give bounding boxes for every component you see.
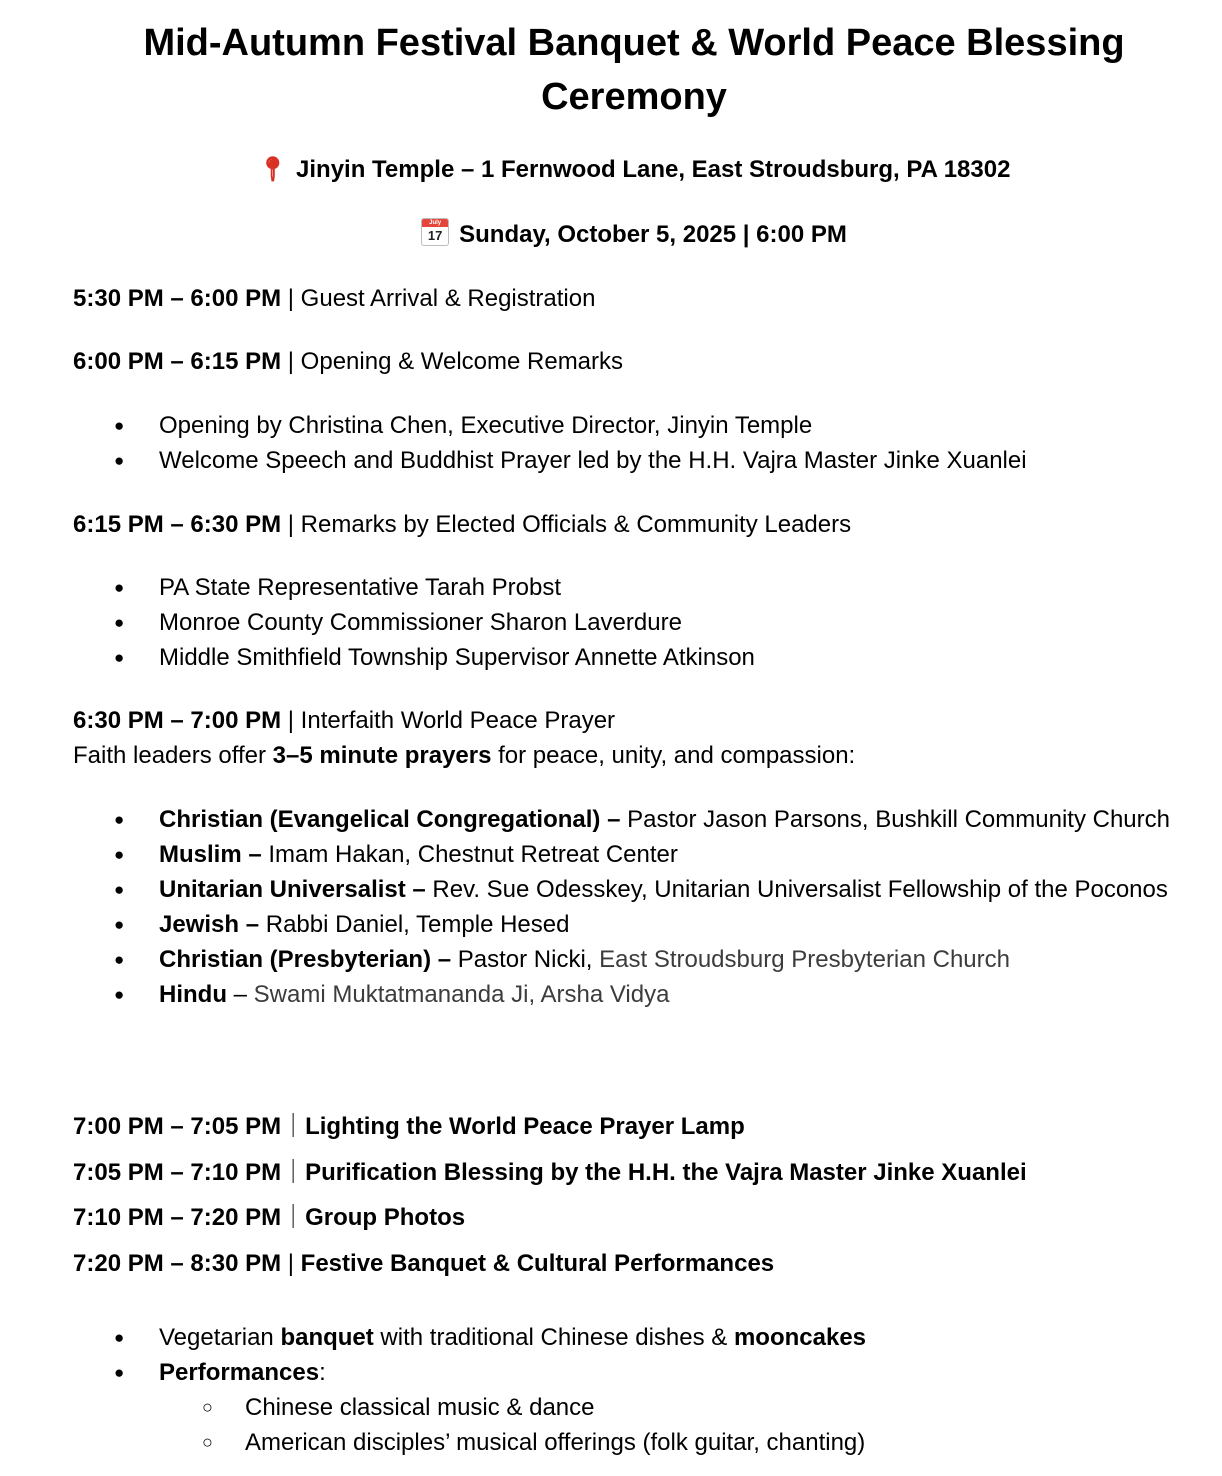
performances-sublist [159,1390,1193,1460]
location-text: Jinyin Temple – 1 Fernwood Lane, East Stroudsburg, PA 18302 [296,156,1011,183]
schedule-entry [73,344,623,379]
banquet-list [73,1320,1193,1460]
schedule-entry [73,703,615,738]
faith-name: Hindu [159,981,227,1008]
opening-list [73,408,1193,478]
schedule-entry [73,507,851,542]
schedule-time: 6:30 PM – 7:00 PM [73,707,282,734]
banquet-text: with traditional Chinese dishes & [373,1324,734,1351]
faith-leader: Pastor Jason Parsons, Bushkill Community Church [620,806,1170,833]
faith-leader: Rev. Sue Odesskey, Unitarian Universalist Fellowship of the Poconos [425,876,1168,903]
schedule-separator: ｜ [281,1204,306,1231]
schedule-time: 7:00 PM – 7:05 PM [73,1113,282,1140]
list-item [73,837,1193,872]
calendar-icon-month: July [422,219,448,227]
faith-organization: East Stroudsburg Presbyterian Church [599,946,1010,973]
schedule-entry [73,1104,745,1149]
faith-name: Christian (Presbyterian) – [159,946,452,973]
list-item [73,942,1193,977]
schedule-time: 7:20 PM – 8:30 PM [73,1250,282,1277]
faith-leader: – [226,981,254,1008]
schedule-time: 6:15 PM – 6:30 PM [73,511,282,538]
faith-name: Christian (Evangelical Congregational) – [159,806,621,833]
location-line [0,153,1222,186]
performances-label: Performances [159,1359,320,1386]
intro-text: for peace, unity, and compassion: [491,742,856,769]
banquet-emphasis: banquet [280,1324,374,1351]
officials-list [73,570,1193,675]
schedule-label: Interfaith World Peace Prayer [300,707,616,734]
faith-name: Unitarian Universalist – [159,876,426,903]
list-item [73,872,1193,907]
page-title: Mid-Autumn Festival Banquet & World Peace Blessing Ceremony [143,22,1125,118]
list-item [73,1320,1193,1355]
interfaith-intro [73,738,855,773]
faith-name: Jewish – [159,911,260,938]
schedule-separator: ｜ [281,1113,306,1140]
list-item [73,907,1193,942]
schedule-label: Guest Arrival & Registration [300,285,596,312]
list-item: ● PA State Representative Tarah Probst [73,570,1193,605]
schedule-entry [73,281,595,316]
calendar-icon-day: 17 [427,228,443,243]
faith-leader: Imam Hakan, Chestnut Retreat Center [261,841,678,868]
schedule-separator: | [281,707,301,734]
map-pin-icon: 📍︎ [257,155,289,183]
list-item [73,1355,1193,1460]
banquet-emphasis: mooncakes [733,1324,867,1351]
faith-leaders-list [73,802,1193,1012]
schedule-separator: | [281,511,301,538]
schedule-label: Lighting the World Peace Prayer Lamp [305,1113,745,1140]
schedule-entry [73,1150,1027,1195]
schedule-entry [73,1195,465,1240]
schedule-time: 5:30 PM – 6:00 PM [73,285,282,312]
list-item: ● Opening by Christina Chen, Executive Director, Jinyin Temple [73,408,1193,443]
schedule-entry [73,1241,774,1286]
list-item [73,802,1193,837]
sub-list-item: ○ Chinese classical music & dance [159,1390,1193,1425]
schedule-label: Festive Banquet & Cultural Performances [300,1250,775,1277]
intro-text: Faith leaders offer [73,742,273,769]
intro-emphasis: 3–5 minute prayers [272,742,492,769]
schedule-label: Opening & Welcome Remarks [300,348,624,375]
banquet-text: Vegetarian [159,1324,281,1351]
date-line [0,218,1222,251]
list-item [73,977,1193,1012]
list-item: ● Middle Smithfield Township Supervisor Annette Atkinson [73,640,1193,675]
schedule-separator: | [281,285,301,312]
schedule-label: Purification Blessing by the H.H. the Vajra Master Jinke Xuanlei [305,1159,1027,1186]
schedule-label: Group Photos [305,1204,466,1231]
schedule-time: 6:00 PM – 6:15 PM [73,348,282,375]
sub-list-item: ○ American disciples’ musical offerings (folk guitar, chanting) [159,1425,1193,1460]
faith-leader: Pastor Nicki, [451,946,600,973]
schedule-time: 7:10 PM – 7:20 PM [73,1204,282,1231]
faith-name: Muslim – [159,841,262,868]
calendar-icon [421,218,449,246]
date-text: Sunday, October 5, 2025 | 6:00 PM [459,221,847,248]
list-item: ● Monroe County Commissioner Sharon Laverdure [73,605,1193,640]
performances-colon: : [319,1359,326,1386]
list-item: ● Welcome Speech and Buddhist Prayer led by the H.H. Vajra Master Jinke Xuanlei [73,443,1193,478]
schedule-separator: | [281,1250,301,1277]
schedule-time: 7:05 PM – 7:10 PM [73,1159,282,1186]
faith-organization: Swami Muktatmananda Ji, Arsha Vidya [253,981,670,1008]
schedule-label: Remarks by Elected Officials & Community Leaders [300,511,852,538]
faith-leader: Rabbi Daniel, Temple Hesed [259,911,570,938]
schedule-separator: | [281,348,301,375]
schedule-separator: ｜ [281,1159,306,1186]
